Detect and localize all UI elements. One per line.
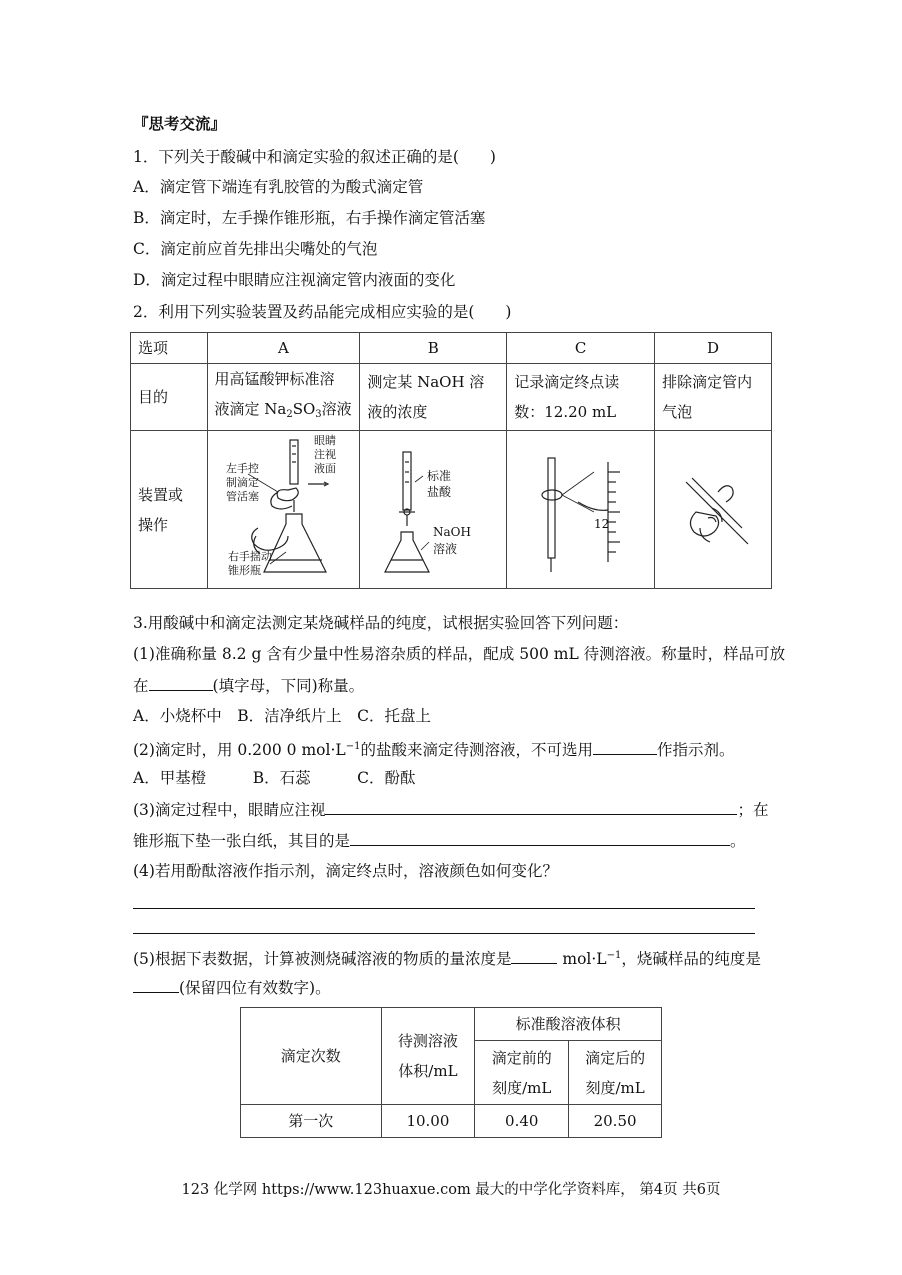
cell-before: 0.40	[475, 1105, 569, 1138]
q3-part1-line1: (1)准确称量 8.2 g 含有少量中性易溶杂质的样品，配成 500 mL 待测溶液。称量时，样品可放	[133, 645, 786, 663]
label-solution: 溶液	[432, 541, 457, 556]
answer-line-4b[interactable]	[133, 933, 755, 934]
answer-blank-2[interactable]	[593, 738, 657, 755]
label-watch: 注视	[314, 447, 337, 461]
label-right-hand-2: 锥形瓶	[228, 563, 262, 577]
q2-purpose-d: 排除滴定管内气泡	[655, 364, 772, 431]
label-right-hand-1: 右手摇动	[228, 549, 273, 563]
q3-part5-line2: (保留四位有效数字)。	[133, 976, 331, 999]
label-left-hand-3: 管活塞	[226, 489, 260, 503]
q2-col-b: B	[360, 333, 507, 364]
q2-figure-a	[207, 431, 360, 589]
bubble-removal-figure	[656, 432, 771, 588]
q3-part1-options: A．小烧杯中 B．洁净纸片上 C．托盘上	[133, 707, 431, 725]
label-left-hand-1: 左手控	[226, 461, 260, 475]
label-left-hand-2: 制滴定	[226, 475, 260, 489]
q3-part3-line2: 锥形瓶下垫一张白纸，其目的是 。	[133, 829, 746, 852]
label-naoh: NaOH	[432, 524, 471, 539]
cell-trial: 第一次	[241, 1105, 382, 1138]
q2-purpose-b: 测定某 NaOH 溶液的浓度	[360, 364, 507, 431]
q2-header-option: 选项	[131, 333, 208, 364]
q3-part3-line1: (3)滴定过程中，眼睛应注视 ；在	[133, 798, 768, 821]
q3-part1-line2: 在 (填字母，下同)称量。	[133, 674, 364, 697]
cell-volume: 10.00	[381, 1105, 475, 1138]
answer-blank-3a[interactable]	[325, 798, 737, 815]
answer-line-4a[interactable]	[133, 908, 755, 909]
label-hcl: 盐酸	[426, 484, 451, 499]
q2-purpose-c: 记录滴定终点读数：12.20 mL	[507, 364, 655, 431]
page-footer: 123 化学网 https://www.123huaxue.com 最大的中学化学资料库， 第4页 共6页	[181, 1182, 721, 1198]
q2-purpose-a: 用高锰酸钾标准溶 液滴定 $Na_2SO_3$溶液	[207, 364, 360, 431]
section-heading: 『思考交流』	[133, 114, 227, 133]
header-before: 滴定前的 刻度/mL	[475, 1041, 569, 1105]
q1-option-b: B．滴定时，左手操作锥形瓶，右手操作滴定管活塞	[133, 209, 486, 227]
answer-blank-5b[interactable]	[133, 976, 179, 993]
q1-stem: 1．下列关于酸碱中和滴定实验的叙述正确的是( )	[133, 148, 496, 166]
burette-flask-figure	[361, 432, 506, 588]
q2-apparatus-table	[130, 332, 772, 589]
q2-col-d: D	[655, 333, 772, 364]
q3-stem: 3.用酸碱中和滴定法测定某烧碱样品的纯度，试根据实验回答下列问题：	[133, 614, 629, 632]
titration-data-table	[240, 1007, 662, 1138]
q2-col-a: A	[207, 333, 360, 364]
header-after: 滴定后的 刻度/mL	[569, 1041, 662, 1105]
q2-figure-d	[655, 431, 772, 589]
label-standard: 标准	[426, 468, 451, 483]
label-surface: 液面	[314, 461, 337, 475]
titration-hand-figure	[208, 432, 358, 588]
q2-figure-b	[360, 431, 507, 589]
q3-part5-line1: (5)根据下表数据，计算被测烧碱溶液的物质的量浓度是 $mol\cdot L^{-1}$，烧碱样品的纯度是	[133, 945, 761, 970]
q2-header-purpose: 目的	[131, 364, 208, 431]
q3-part4: (4)若用酚酞溶液作指示剂，滴定终点时，溶液颜色如何变化？	[133, 862, 558, 880]
answer-blank-1[interactable]	[149, 674, 213, 691]
q2-header-apparatus: 装置或操作	[131, 431, 208, 589]
header-trial: 滴定次数	[241, 1008, 382, 1105]
burette-reading-figure	[508, 432, 653, 588]
cell-after: 20.50	[569, 1105, 662, 1138]
scale-label-12: 12	[594, 516, 610, 531]
header-volume: 待测溶液 体积/mL	[381, 1008, 475, 1105]
q1-option-d: D．滴定过程中眼睛应注视滴定管内液面的变化	[133, 271, 456, 289]
q2-figure-c	[507, 431, 655, 589]
header-standard-acid: 标准酸溶液体积	[475, 1008, 662, 1041]
q3-part2: (2)滴定时，用 0.200 0 $mol\cdot L^{-1}$的盐酸来滴定待测溶液，不可选用 作指示剂。	[133, 736, 734, 761]
q1-option-a: A．滴定管下端连有乳胶管的为酸式滴定管	[133, 178, 424, 196]
answer-blank-3b[interactable]	[350, 829, 730, 846]
q2-col-c: C	[507, 333, 655, 364]
q1-option-c: C．滴定前应首先排出尖嘴处的气泡	[133, 240, 378, 258]
table-row	[241, 1105, 662, 1138]
q2-stem: 2．利用下列实验装置及药品能完成相应实验的是( )	[133, 303, 512, 321]
q3-part2-options: A．甲基橙 B．石蕊 C．酚酞	[133, 769, 416, 787]
answer-blank-5a[interactable]	[511, 947, 557, 964]
label-eye: 眼睛	[314, 433, 337, 447]
